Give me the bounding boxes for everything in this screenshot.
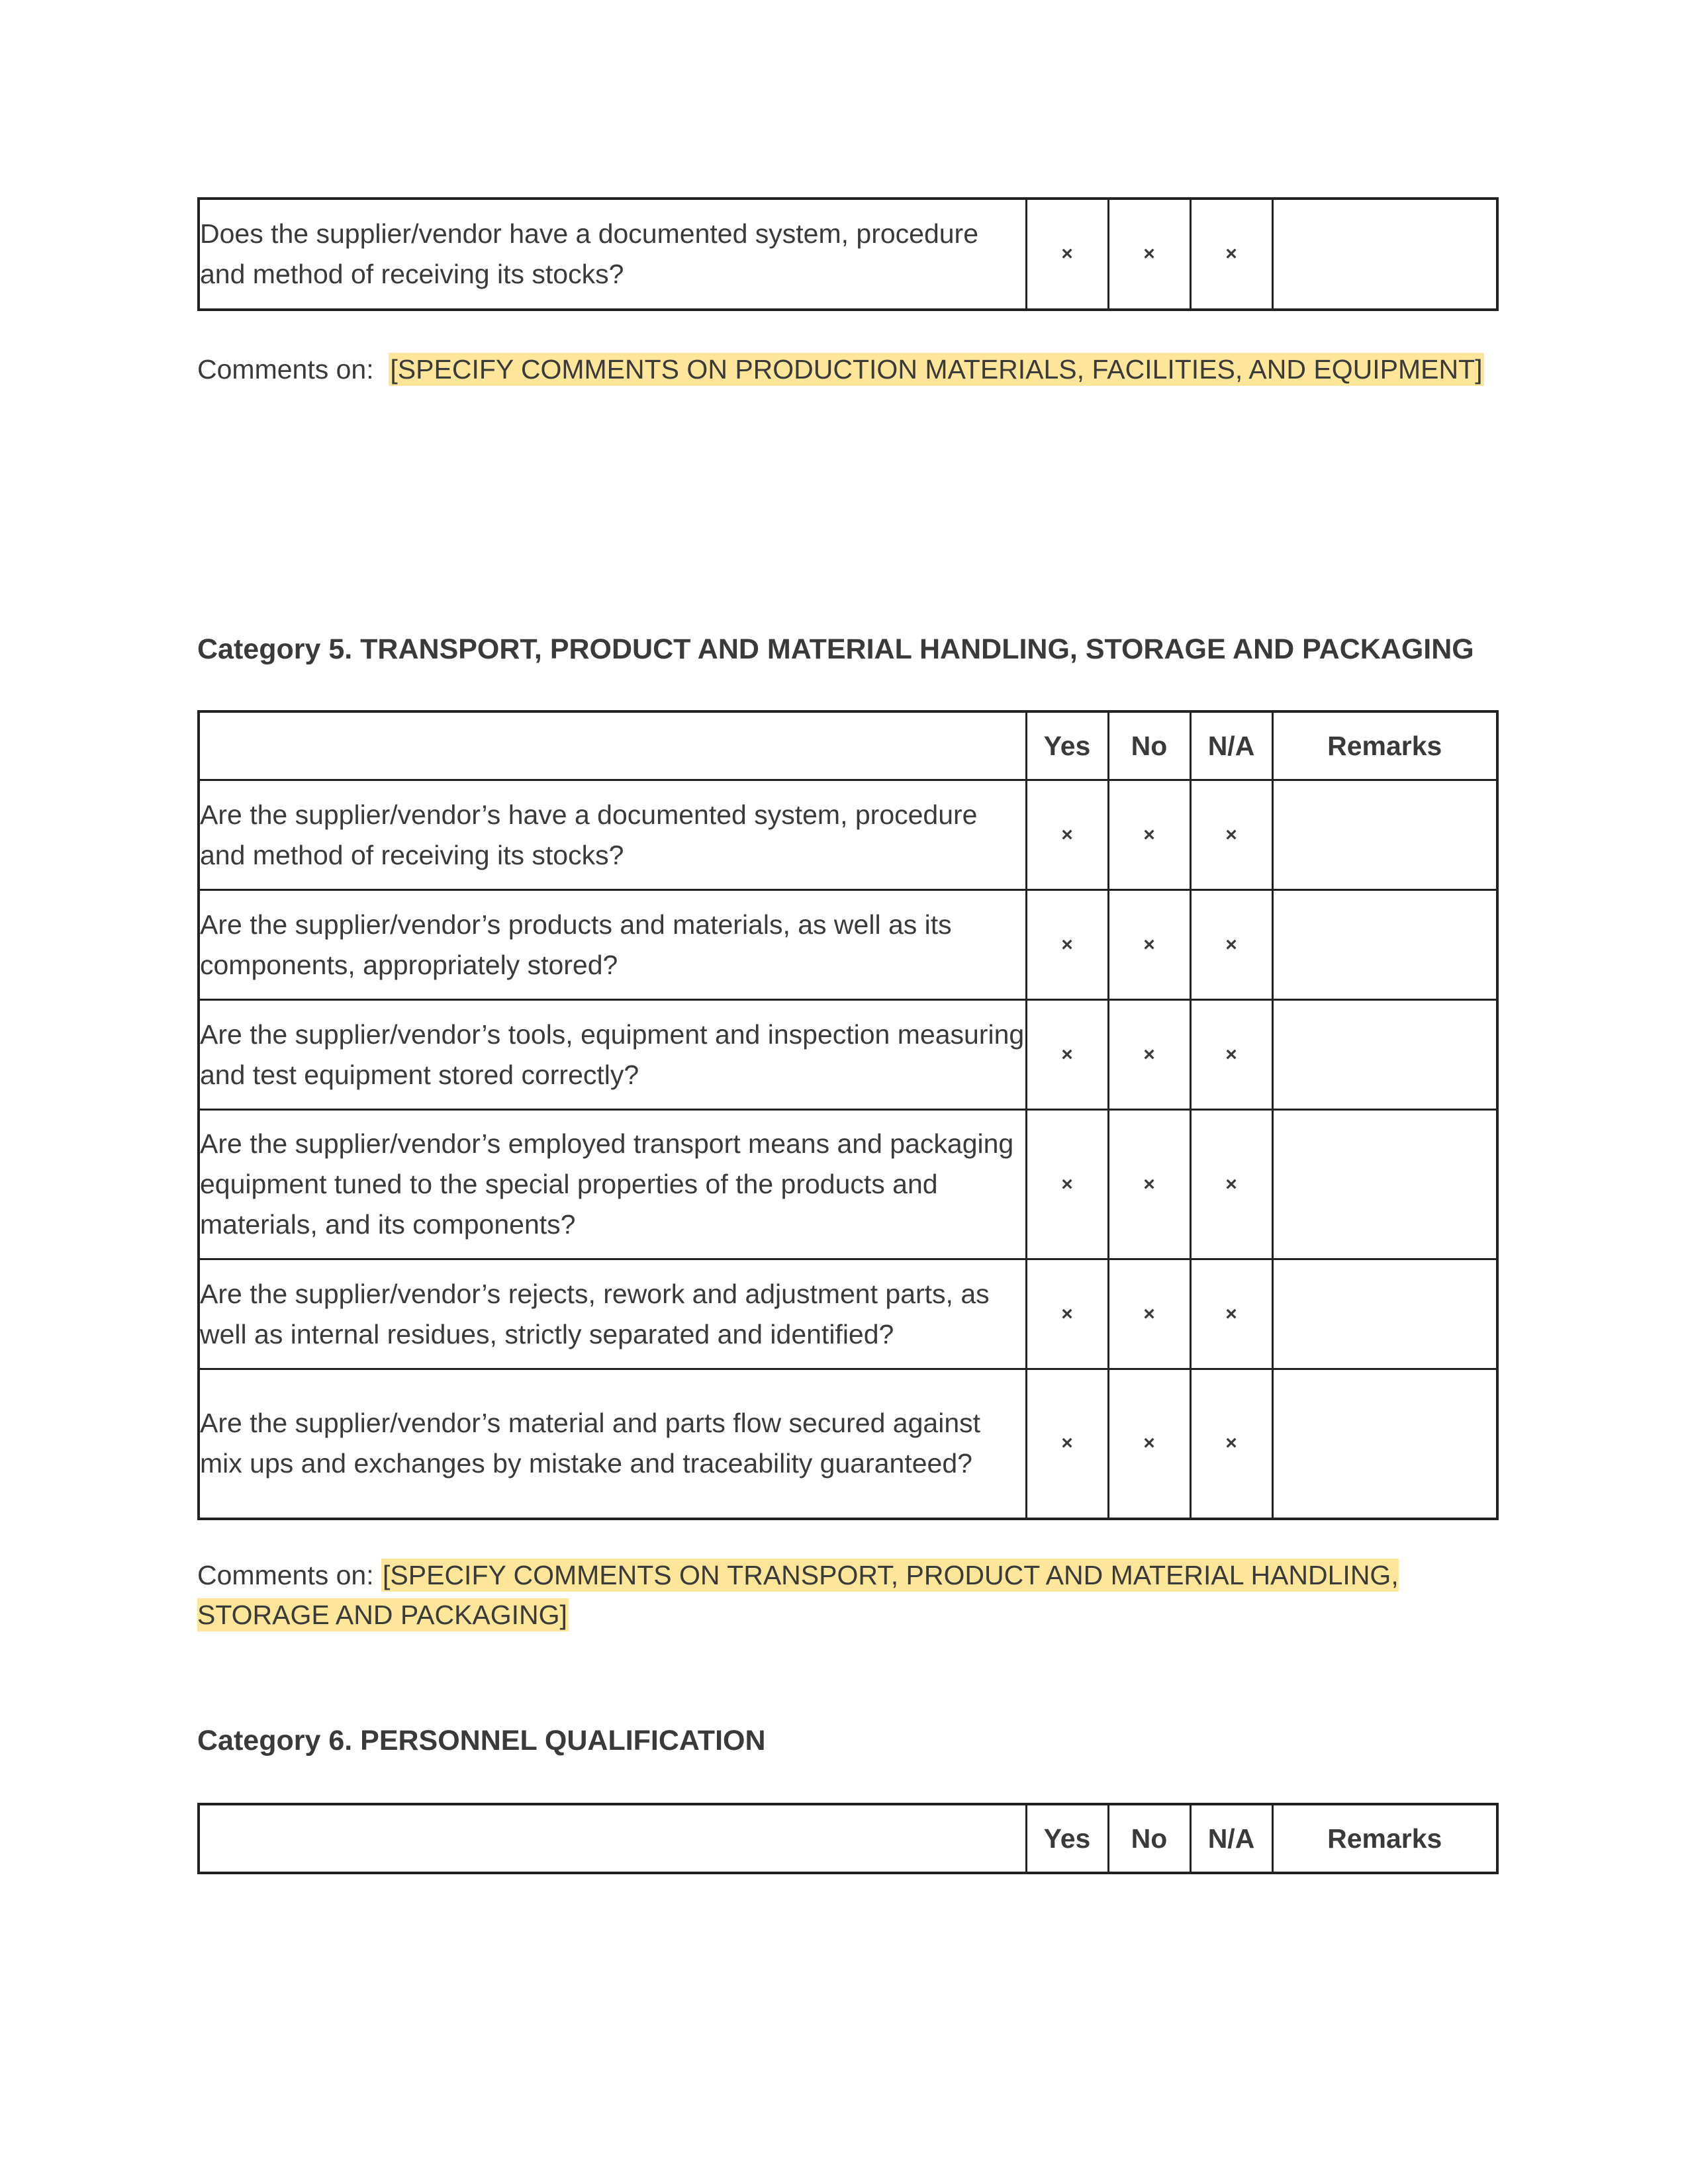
na-cell[interactable] <box>1190 780 1272 890</box>
table-header-row <box>199 1804 1497 1873</box>
na-cell[interactable] <box>1190 1110 1272 1259</box>
category-5-table <box>197 710 1496 1520</box>
comments-transport <box>197 1555 1496 1635</box>
header-na: N/A <box>1190 1804 1272 1873</box>
comments-label: Comments on: <box>197 354 374 385</box>
na-cell[interactable] <box>1190 890 1272 1000</box>
checkbox-x-icon[interactable]: × <box>1143 823 1155 846</box>
category-4-table-continued <box>197 197 1496 311</box>
na-cell[interactable] <box>1190 1259 1272 1369</box>
checkbox-x-icon[interactable]: × <box>1143 1173 1155 1195</box>
checkbox-x-icon[interactable]: × <box>1225 1302 1237 1325</box>
no-cell[interactable] <box>1108 890 1190 1000</box>
table-row <box>199 1369 1497 1519</box>
header-remarks: Remarks <box>1272 711 1497 780</box>
remarks-cell[interactable] <box>1272 890 1497 1000</box>
question-text: Are the supplier/vendor’s have a documented system, procedure and method of receiving its stocks? <box>199 780 1026 890</box>
checkbox-x-icon[interactable]: × <box>1061 243 1073 265</box>
question-text: Are the supplier/vendor’s products and materials, as well as its components, appropriately stored? <box>199 890 1026 1000</box>
checkbox-x-icon[interactable]: × <box>1061 1043 1073 1066</box>
yes-cell[interactable] <box>1026 780 1108 890</box>
header-remarks: Remarks <box>1272 1804 1497 1873</box>
checkbox-x-icon[interactable]: × <box>1225 1043 1237 1066</box>
checkbox-x-icon[interactable]: × <box>1225 1432 1237 1455</box>
yes-cell[interactable] <box>1026 1259 1108 1369</box>
checkbox-x-icon[interactable]: × <box>1225 243 1237 265</box>
category-5-title: Category 5. TRANSPORT, PRODUCT AND MATERIAL HANDLING, STORAGE AND PACKAGING <box>197 633 1474 665</box>
question-text: Does the supplier/vendor have a documented system, procedure and method of receiving its stocks? <box>199 199 1026 310</box>
remarks-cell[interactable] <box>1272 1000 1497 1110</box>
header-question <box>199 1804 1026 1873</box>
remarks-cell[interactable] <box>1272 1110 1497 1259</box>
checkbox-x-icon[interactable]: × <box>1143 1432 1155 1455</box>
question-text: Are the supplier/vendor’s tools, equipment and inspection measuring and test equipment stored correctly? <box>199 1000 1026 1110</box>
comments-production <box>197 349 1496 389</box>
table-row <box>199 199 1497 310</box>
remarks-cell[interactable] <box>1272 1369 1497 1519</box>
checklist-table <box>197 197 1499 311</box>
header-no: No <box>1108 711 1190 780</box>
table-row <box>199 1110 1497 1259</box>
checkbox-x-icon[interactable]: × <box>1143 243 1155 265</box>
na-cell[interactable] <box>1190 199 1272 310</box>
header-yes: Yes <box>1026 711 1108 780</box>
comments-placeholder[interactable]: [SPECIFY COMMENTS ON TRANSPORT, PRODUCT AND MATERIAL HANDLING, STORAGE AND PACKAGING] <box>197 1560 1399 1630</box>
checkbox-x-icon[interactable]: × <box>1143 1043 1155 1066</box>
table-row <box>199 1259 1497 1369</box>
yes-cell[interactable] <box>1026 1110 1108 1259</box>
yes-cell[interactable] <box>1026 199 1108 310</box>
no-cell[interactable] <box>1108 780 1190 890</box>
checklist-table <box>197 710 1499 1520</box>
remarks-cell[interactable] <box>1272 199 1497 310</box>
checkbox-x-icon[interactable]: × <box>1061 823 1073 846</box>
header-yes: Yes <box>1026 1804 1108 1873</box>
remarks-cell[interactable] <box>1272 780 1497 890</box>
table-row <box>199 890 1497 1000</box>
question-text: Are the supplier/vendor’s material and parts flow secured against mix ups and exchanges by mistake and traceability guaranteed? <box>199 1369 1026 1519</box>
table-header-row <box>199 711 1497 780</box>
yes-cell[interactable] <box>1026 1369 1108 1519</box>
header-no: No <box>1108 1804 1190 1873</box>
checkbox-x-icon[interactable]: × <box>1061 933 1073 956</box>
remarks-cell[interactable] <box>1272 1259 1497 1369</box>
checkbox-x-icon[interactable]: × <box>1061 1432 1073 1455</box>
checkbox-x-icon[interactable]: × <box>1225 1173 1237 1195</box>
question-text: Are the supplier/vendor’s employed transport means and packaging equipment tuned to the special properties of the products and materials, and its components? <box>199 1110 1026 1259</box>
category-6-title: Category 6. PERSONNEL QUALIFICATION <box>197 1725 766 1756</box>
header-na: N/A <box>1190 711 1272 780</box>
comments-placeholder[interactable]: [SPECIFY COMMENTS ON PRODUCTION MATERIALS, FACILITIES, AND EQUIPMENT] <box>390 354 1483 385</box>
comments-label: Comments on: <box>197 1560 374 1590</box>
no-cell[interactable] <box>1108 1369 1190 1519</box>
checkbox-x-icon[interactable]: × <box>1143 933 1155 956</box>
checkbox-x-icon[interactable]: × <box>1143 1302 1155 1325</box>
checkbox-x-icon[interactable]: × <box>1061 1173 1073 1195</box>
no-cell[interactable] <box>1108 1110 1190 1259</box>
checkbox-x-icon[interactable]: × <box>1225 933 1237 956</box>
checklist-table <box>197 1803 1499 1874</box>
question-text: Are the supplier/vendor’s rejects, rework and adjustment parts, as well as internal residues, strictly separated and identified? <box>199 1259 1026 1369</box>
category-6-table <box>197 1803 1496 1874</box>
yes-cell[interactable] <box>1026 890 1108 1000</box>
yes-cell[interactable] <box>1026 1000 1108 1110</box>
checkbox-x-icon[interactable]: × <box>1061 1302 1073 1325</box>
no-cell[interactable] <box>1108 1259 1190 1369</box>
table-row <box>199 1000 1497 1110</box>
no-cell[interactable] <box>1108 1000 1190 1110</box>
na-cell[interactable] <box>1190 1000 1272 1110</box>
table-row <box>199 780 1497 890</box>
na-cell[interactable] <box>1190 1369 1272 1519</box>
checkbox-x-icon[interactable]: × <box>1225 823 1237 846</box>
header-question <box>199 711 1026 780</box>
no-cell[interactable] <box>1108 199 1190 310</box>
